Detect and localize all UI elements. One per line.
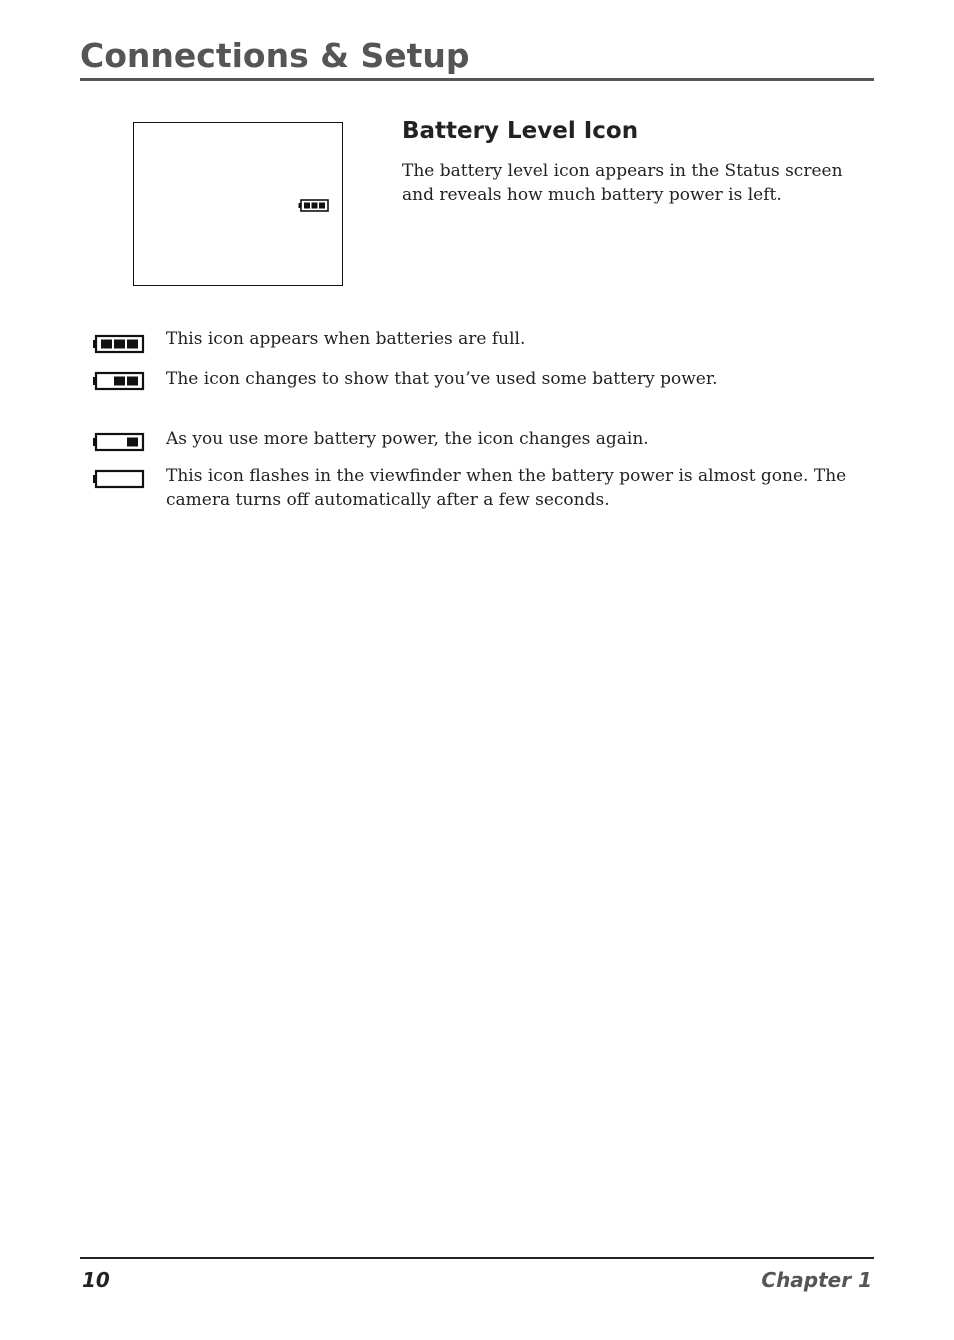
page-title: Connections & Setup bbox=[80, 36, 470, 75]
page-number: 10 bbox=[82, 1268, 110, 1292]
battery-one-third-icon bbox=[90, 432, 146, 454]
status-screen-illustration bbox=[133, 122, 343, 286]
battery-state-description: The icon changes to show that you’ve used some battery power. bbox=[166, 369, 718, 389]
section-heading: Battery Level Icon bbox=[402, 118, 639, 144]
battery-full-icon bbox=[90, 334, 146, 356]
footer-divider bbox=[80, 1257, 874, 1259]
battery-state-description: As you use more battery power, the icon changes again. bbox=[166, 429, 649, 449]
header-divider bbox=[80, 78, 874, 81]
chapter-label: Chapter 1 bbox=[761, 1268, 872, 1292]
battery-state-description: This icon appears when batteries are full. bbox=[166, 329, 526, 349]
battery-two-thirds-icon bbox=[90, 371, 146, 393]
battery-empty-icon bbox=[90, 469, 146, 491]
battery-state-description: This icon flashes in the viewfinder when the battery power is almost gone. The camera turns off automatically after a few seconds. bbox=[166, 466, 847, 510]
section-intro: The battery level icon appears in the Status screen and reveals how much battery power is left. bbox=[402, 161, 843, 205]
battery-full-icon bbox=[298, 199, 330, 213]
